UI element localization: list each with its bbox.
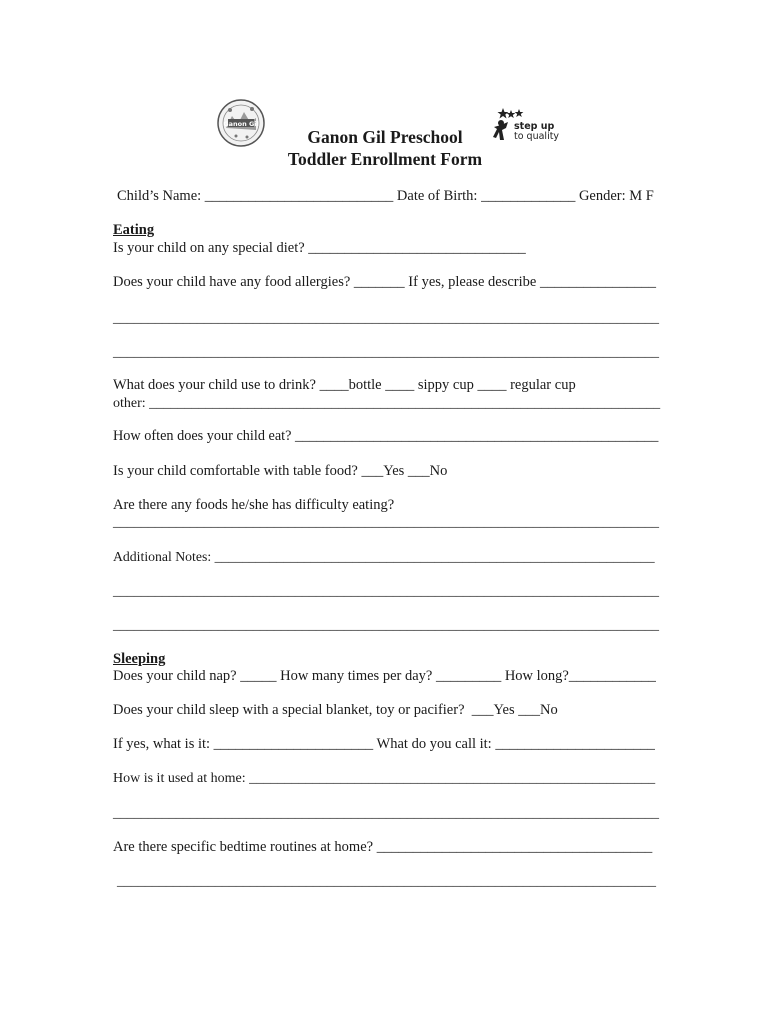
svg-text:step up: step up [514,121,555,132]
child-info-line[interactable]: Child’s Name: __________________________ Date of Birth: _____________ Gender: M F [117,188,654,204]
food-allergies-field[interactable]: Does your child have any food allergies? _______ If yes, please describe ________________ [113,274,656,290]
nap-field[interactable]: Does your child nap? _____ How many times per day? _________ How long?____________ [113,668,656,684]
drink-field[interactable]: What does your child use to drink? ____bottle ____ sippy cup ____ regular cup [113,377,576,393]
eating-frequency-field[interactable]: How often does your child eat? ___________________________________________________ [113,428,659,444]
comfort-item-blank-line[interactable]: ______________________________________________________________________________ [113,806,659,821]
bedtime-blank-line[interactable]: _____________________________________________________________________________ [117,874,656,889]
special-diet-field[interactable]: Is your child on any special diet? ______________________________ [113,240,526,256]
svg-text:to quality: to quality [514,131,560,142]
comfort-item-field[interactable]: Does your child sleep with a special blanket, toy or pacifier? ___Yes ___No [113,702,558,718]
eating-heading: Eating [113,222,155,238]
sleeping-heading: Sleeping [113,651,166,667]
difficulty-eating-question: Are there any foods he/she has difficulty eating? [113,497,395,513]
table-food-field[interactable]: Is your child comfortable with table food? ___Yes ___No [113,463,448,479]
additional-notes-field[interactable]: Additional Notes: ________________________________________________________________ [113,549,655,564]
allergies-blank-line-1[interactable]: ______________________________________________________________________________ [113,311,659,326]
allergies-blank-line-2[interactable]: ______________________________________________________________________________ [113,345,659,360]
comfort-item-use-field[interactable]: How is it used at home: __________________________________________________________ [113,771,656,786]
form-title: Toddler Enrollment Form [287,149,483,169]
svg-text:Ganon Gil: Ganon Gil [223,120,259,128]
school-name: Ganon Gil Preschool [307,127,463,147]
notes-blank-line-1[interactable]: ______________________________________________________________________________ [113,584,659,599]
difficulty-eating-blank-line[interactable]: ______________________________________________________________________________ [113,515,659,530]
notes-blank-line-2[interactable]: ______________________________________________________________________________ [113,618,659,633]
comfort-item-name-field[interactable]: If yes, what is it: ______________________ What do you call it: ______________________ [113,736,655,752]
bedtime-routine-field[interactable]: Are there specific bedtime routines at home? ______________________________________ [113,839,653,855]
drink-other-field[interactable]: other: _________________________________________________________________________ [113,396,661,411]
